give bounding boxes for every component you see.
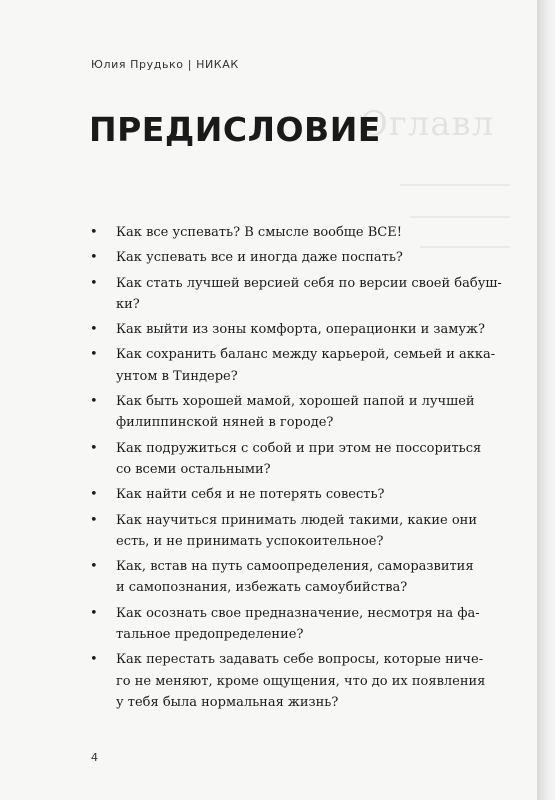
page-number: 4 — [91, 751, 98, 764]
question-text-line: унтом в Тиндере? — [116, 368, 238, 384]
question-item — [88, 484, 508, 505]
bullet-marker: • — [90, 250, 98, 266]
question-text-line: филиппинской няней в городе? — [116, 415, 334, 431]
bleed-through-line — [410, 216, 510, 218]
question-text-line: Как успевать все и иногда даже поспать? — [116, 250, 403, 266]
question-item — [88, 438, 508, 481]
question-text-line: Как подружиться с собой и при этом не поссориться — [116, 440, 482, 456]
question-text-line: Как перестать задавать себе вопросы, которые ниче- — [116, 652, 484, 668]
bleed-through-line — [400, 184, 510, 186]
question-text-line: у тебя была нормальная жизнь? — [116, 694, 339, 710]
question-item — [88, 319, 508, 340]
question-item — [88, 273, 508, 316]
question-item — [88, 603, 508, 646]
question-text-line: есть, и не принимать успокоительное? — [116, 533, 384, 549]
question-list — [88, 222, 508, 717]
bullet-marker: • — [90, 559, 98, 575]
question-text-line: Как научиться принимать людей такими, какие они — [116, 512, 478, 528]
bullet-marker: • — [90, 347, 98, 363]
question-text-line: Как быть хорошей мамой, хорошей папой и лучшей — [116, 394, 475, 410]
question-text-line: Как найти себя и не потерять совесть? — [116, 487, 385, 503]
bullet-marker: • — [90, 605, 98, 621]
question-item — [88, 649, 508, 713]
question-text-line: Как осознать свое предназначение, несмотря на фа- — [116, 605, 480, 621]
question-text-line: со всеми остальными? — [116, 461, 271, 477]
question-item — [88, 344, 508, 387]
question-text-line: Как, встав на путь самоопределения, саморазвития — [116, 559, 474, 575]
question-text-line: Как все успевать? В смысле вообще ВСЕ! — [116, 225, 402, 240]
bleed-through-text: Оглавл — [360, 104, 495, 144]
question-text-line: го не меняют, кроме ощущения, что до их появления — [116, 673, 486, 689]
page-edge — [537, 0, 555, 800]
question-item — [88, 247, 508, 268]
bullet-marker: • — [90, 225, 98, 240]
question-text-line: Как сохранить баланс между карьерой, семьей и акка- — [116, 347, 496, 363]
question-text-line: и самопознания, избежать самоубийства? — [116, 580, 408, 596]
question-item — [88, 510, 508, 553]
question-item — [88, 391, 508, 434]
bullet-marker: • — [90, 275, 98, 291]
question-text-line: тальное предопределение? — [116, 627, 304, 643]
question-item — [88, 222, 508, 243]
question-text-line: Как выйти из зоны комфорта, операционки и замуж? — [116, 322, 485, 338]
chapter-title: ПРЕДИСЛОВИЕ — [89, 110, 381, 149]
running-head: Юлия Прудько | НИКАК — [91, 58, 239, 71]
bullet-marker: • — [90, 440, 98, 456]
question-item — [88, 556, 508, 599]
bullet-marker: • — [90, 512, 98, 528]
bullet-marker: • — [90, 394, 98, 410]
bullet-marker: • — [90, 322, 98, 338]
question-text-line: ки? — [116, 296, 140, 312]
bullet-marker: • — [90, 487, 98, 503]
bullet-marker: • — [90, 652, 98, 668]
question-text-line: Как стать лучшей версией себя по версии своей бабуш- — [116, 275, 502, 291]
